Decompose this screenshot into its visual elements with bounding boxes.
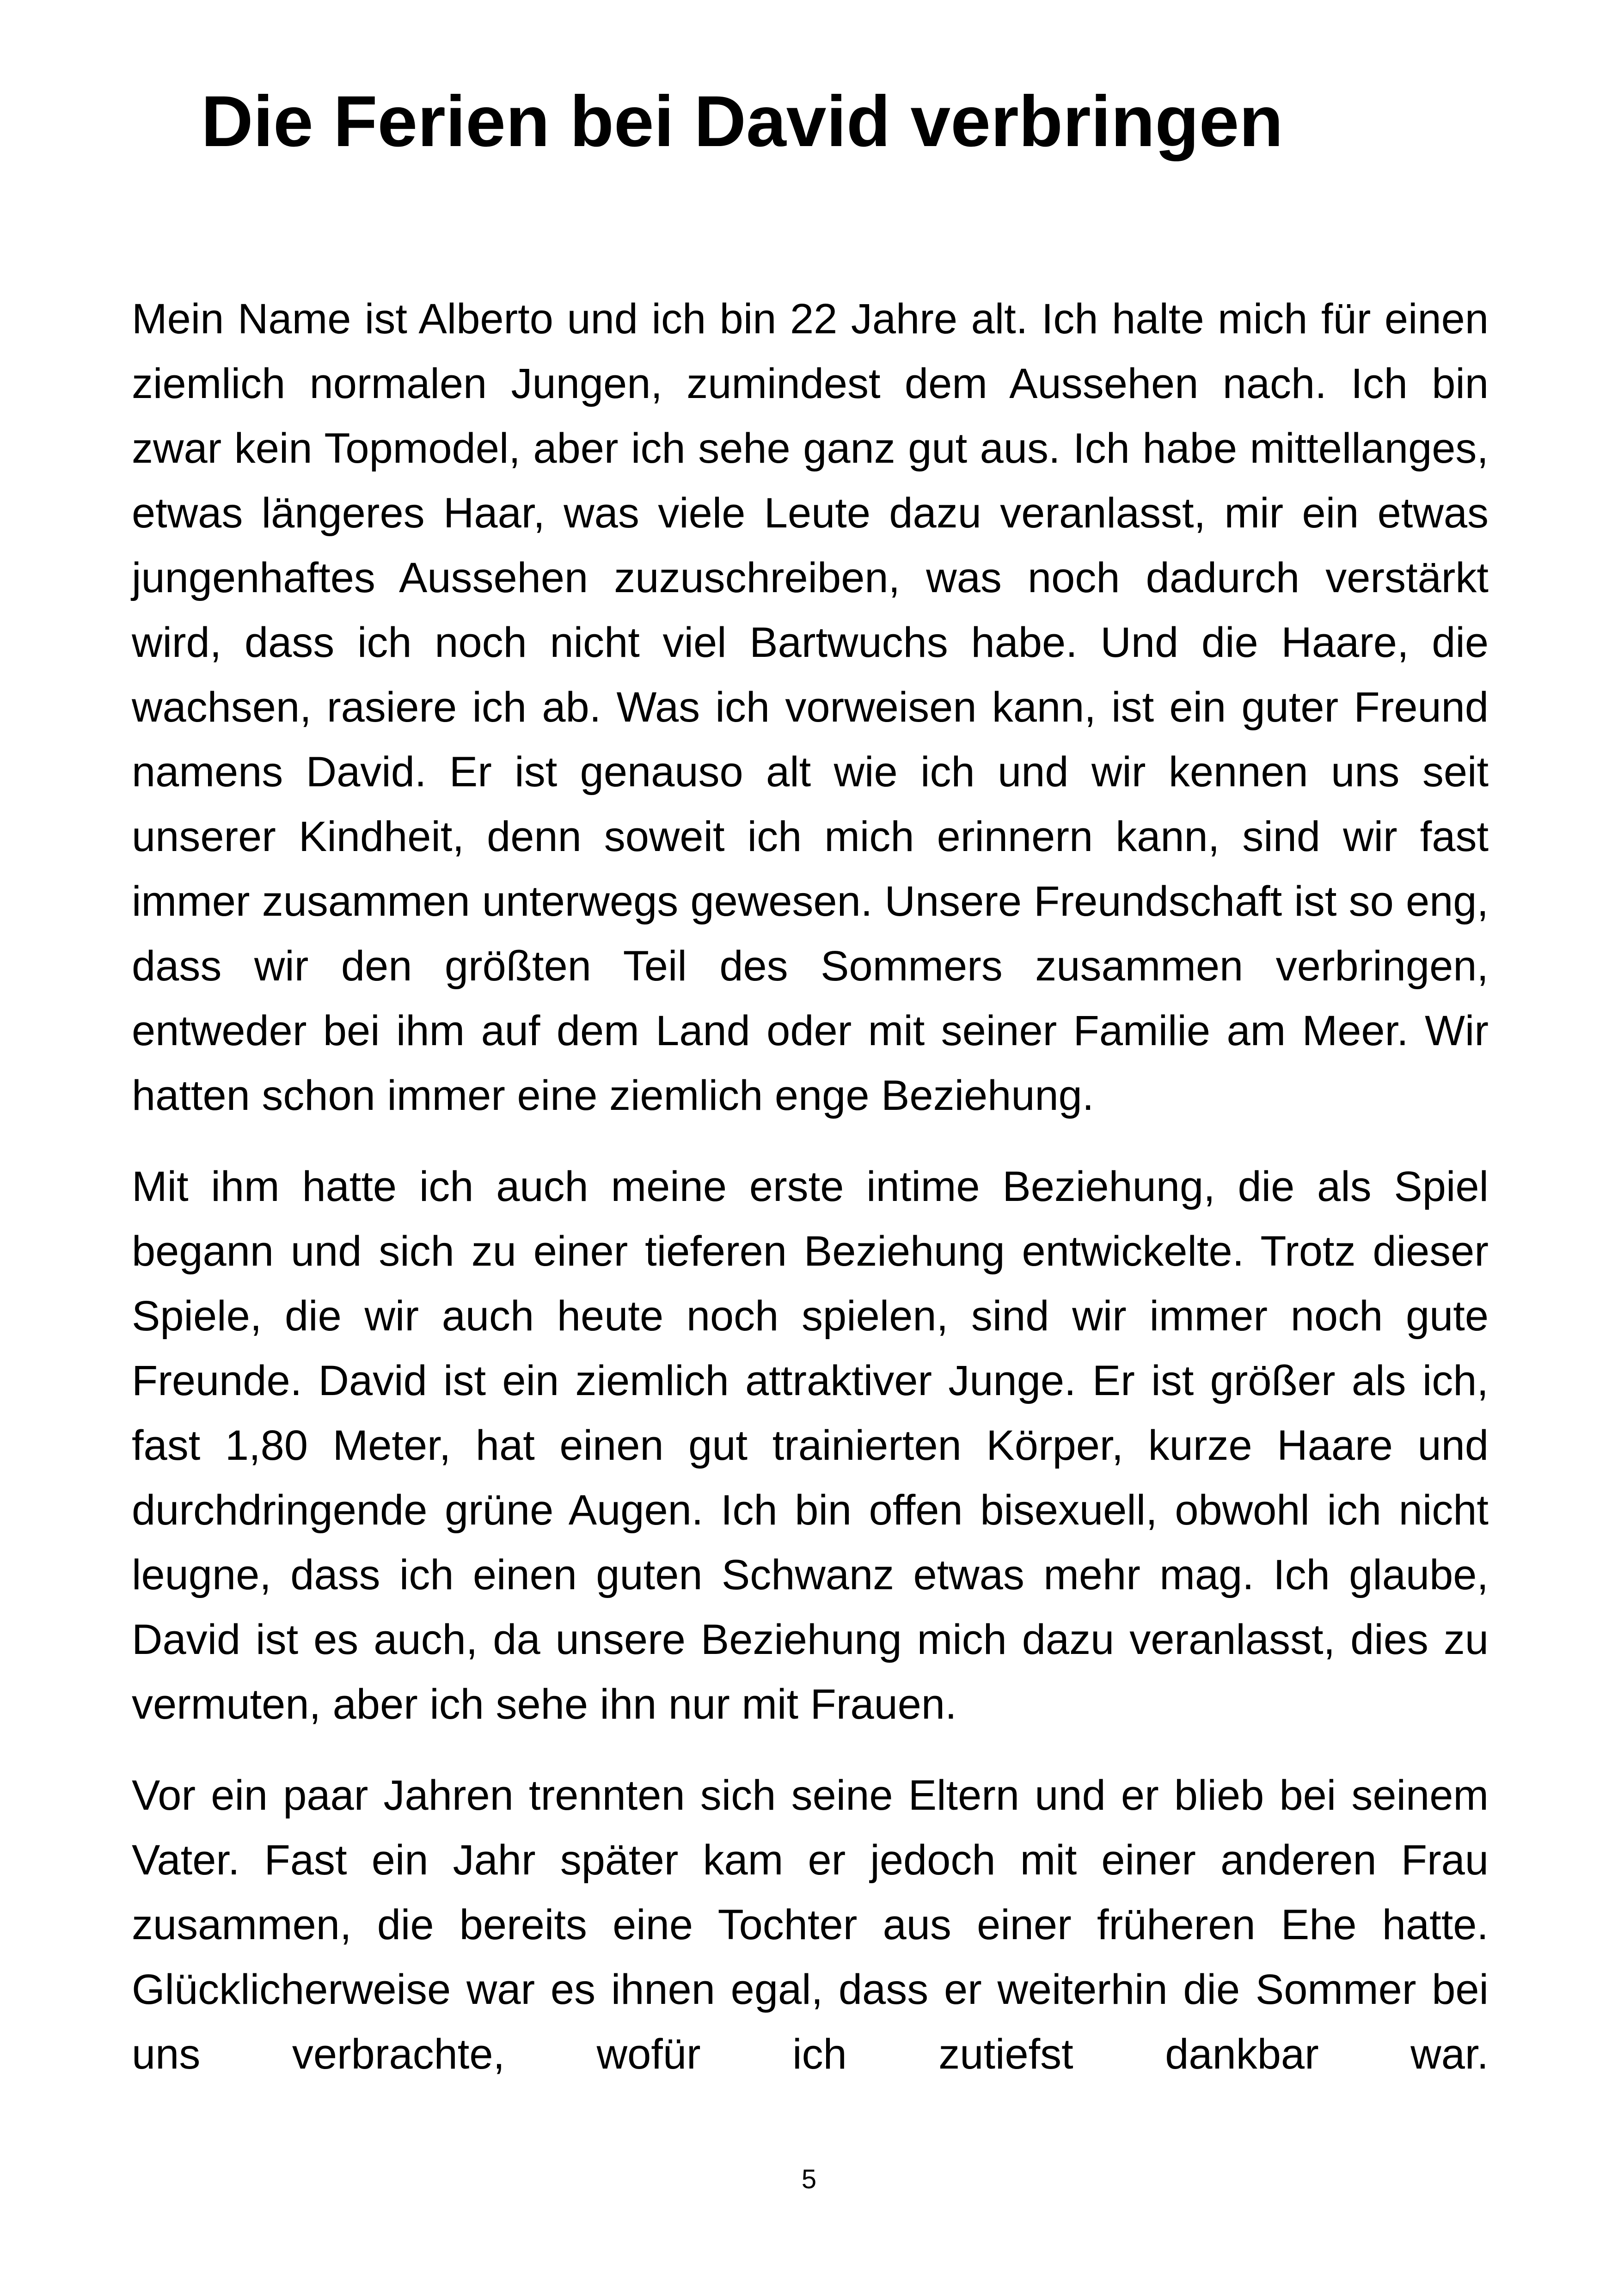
paragraph-3: Vor ein paar Jahren trennten sich seine Eltern und er blieb bei seinem Vater. Fast ein Jahr später kam er jedoch mit einer anderen Frau zusammen, die bereits eine Tochter aus einer früheren Ehe hatte. Glücklicherweise war es ihnen egal, dass er weiterhin die Sommer bei uns verbrachte, wofür ich zutiefst dankbar war. bbox=[132, 1772, 1489, 2078]
page-title: Die Ferien bei David verbringen bbox=[201, 81, 1283, 162]
page-number: 5 bbox=[801, 2164, 817, 2194]
paragraph-2: Mit ihm hatte ich auch meine erste intime Beziehung, die als Spiel begann und sich zu einer tieferen Beziehung entwickelte. Trotz dieser Spiele, die wir auch heute noch spielen, sind wir immer noch gute Freunde. David ist ein ziemlich attraktiver Junge. Er ist größer als ich, fast 1,80 Meter, hat einen gut trainierten Körper, kurze Haare und durchdringende grüne Augen. Ich bin offen bisexuell, obwohl ich nicht leugne, dass ich einen guten Schwanz etwas mehr mag. Ich glaube, David ist es auch, da unsere Beziehung mich dazu veranlasst, dies zu vermuten, aber ich sehe ihn nur mit Frauen. bbox=[132, 1163, 1489, 1728]
paragraph-1: Mein Name ist Alberto und ich bin 22 Jahre alt. Ich halte mich für einen ziemlich normalen Jungen, zumindest dem Aussehen nach. Ich bin zwar kein Topmodel, aber ich sehe ganz gut aus. Ich habe mittellanges, etwas längeres Haar, was viele Leute dazu veranlasst, mir ein etwas jungenhaftes Aussehen zuzuschreiben, was noch dadurch verstärkt wird, dass ich noch nicht viel Bartwuchs habe. Und die Haare, die wachsen, rasiere ich ab. Was ich vorweisen kann, ist ein guter Freund namens David. Er ist genauso alt wie ich und wir kennen uns seit unserer Kindheit, denn soweit ich mich erinnern kann, sind wir fast immer zusammen unterwegs gewesen. Unsere Freundschaft ist so eng, dass wir den größten Teil des Sommers zusammen verbringen, entweder bei ihm auf dem Land oder mit seiner Familie am Meer. Wir hatten schon immer eine ziemlich enge Beziehung. bbox=[132, 295, 1489, 1119]
body-text bbox=[132, 287, 1489, 2113]
